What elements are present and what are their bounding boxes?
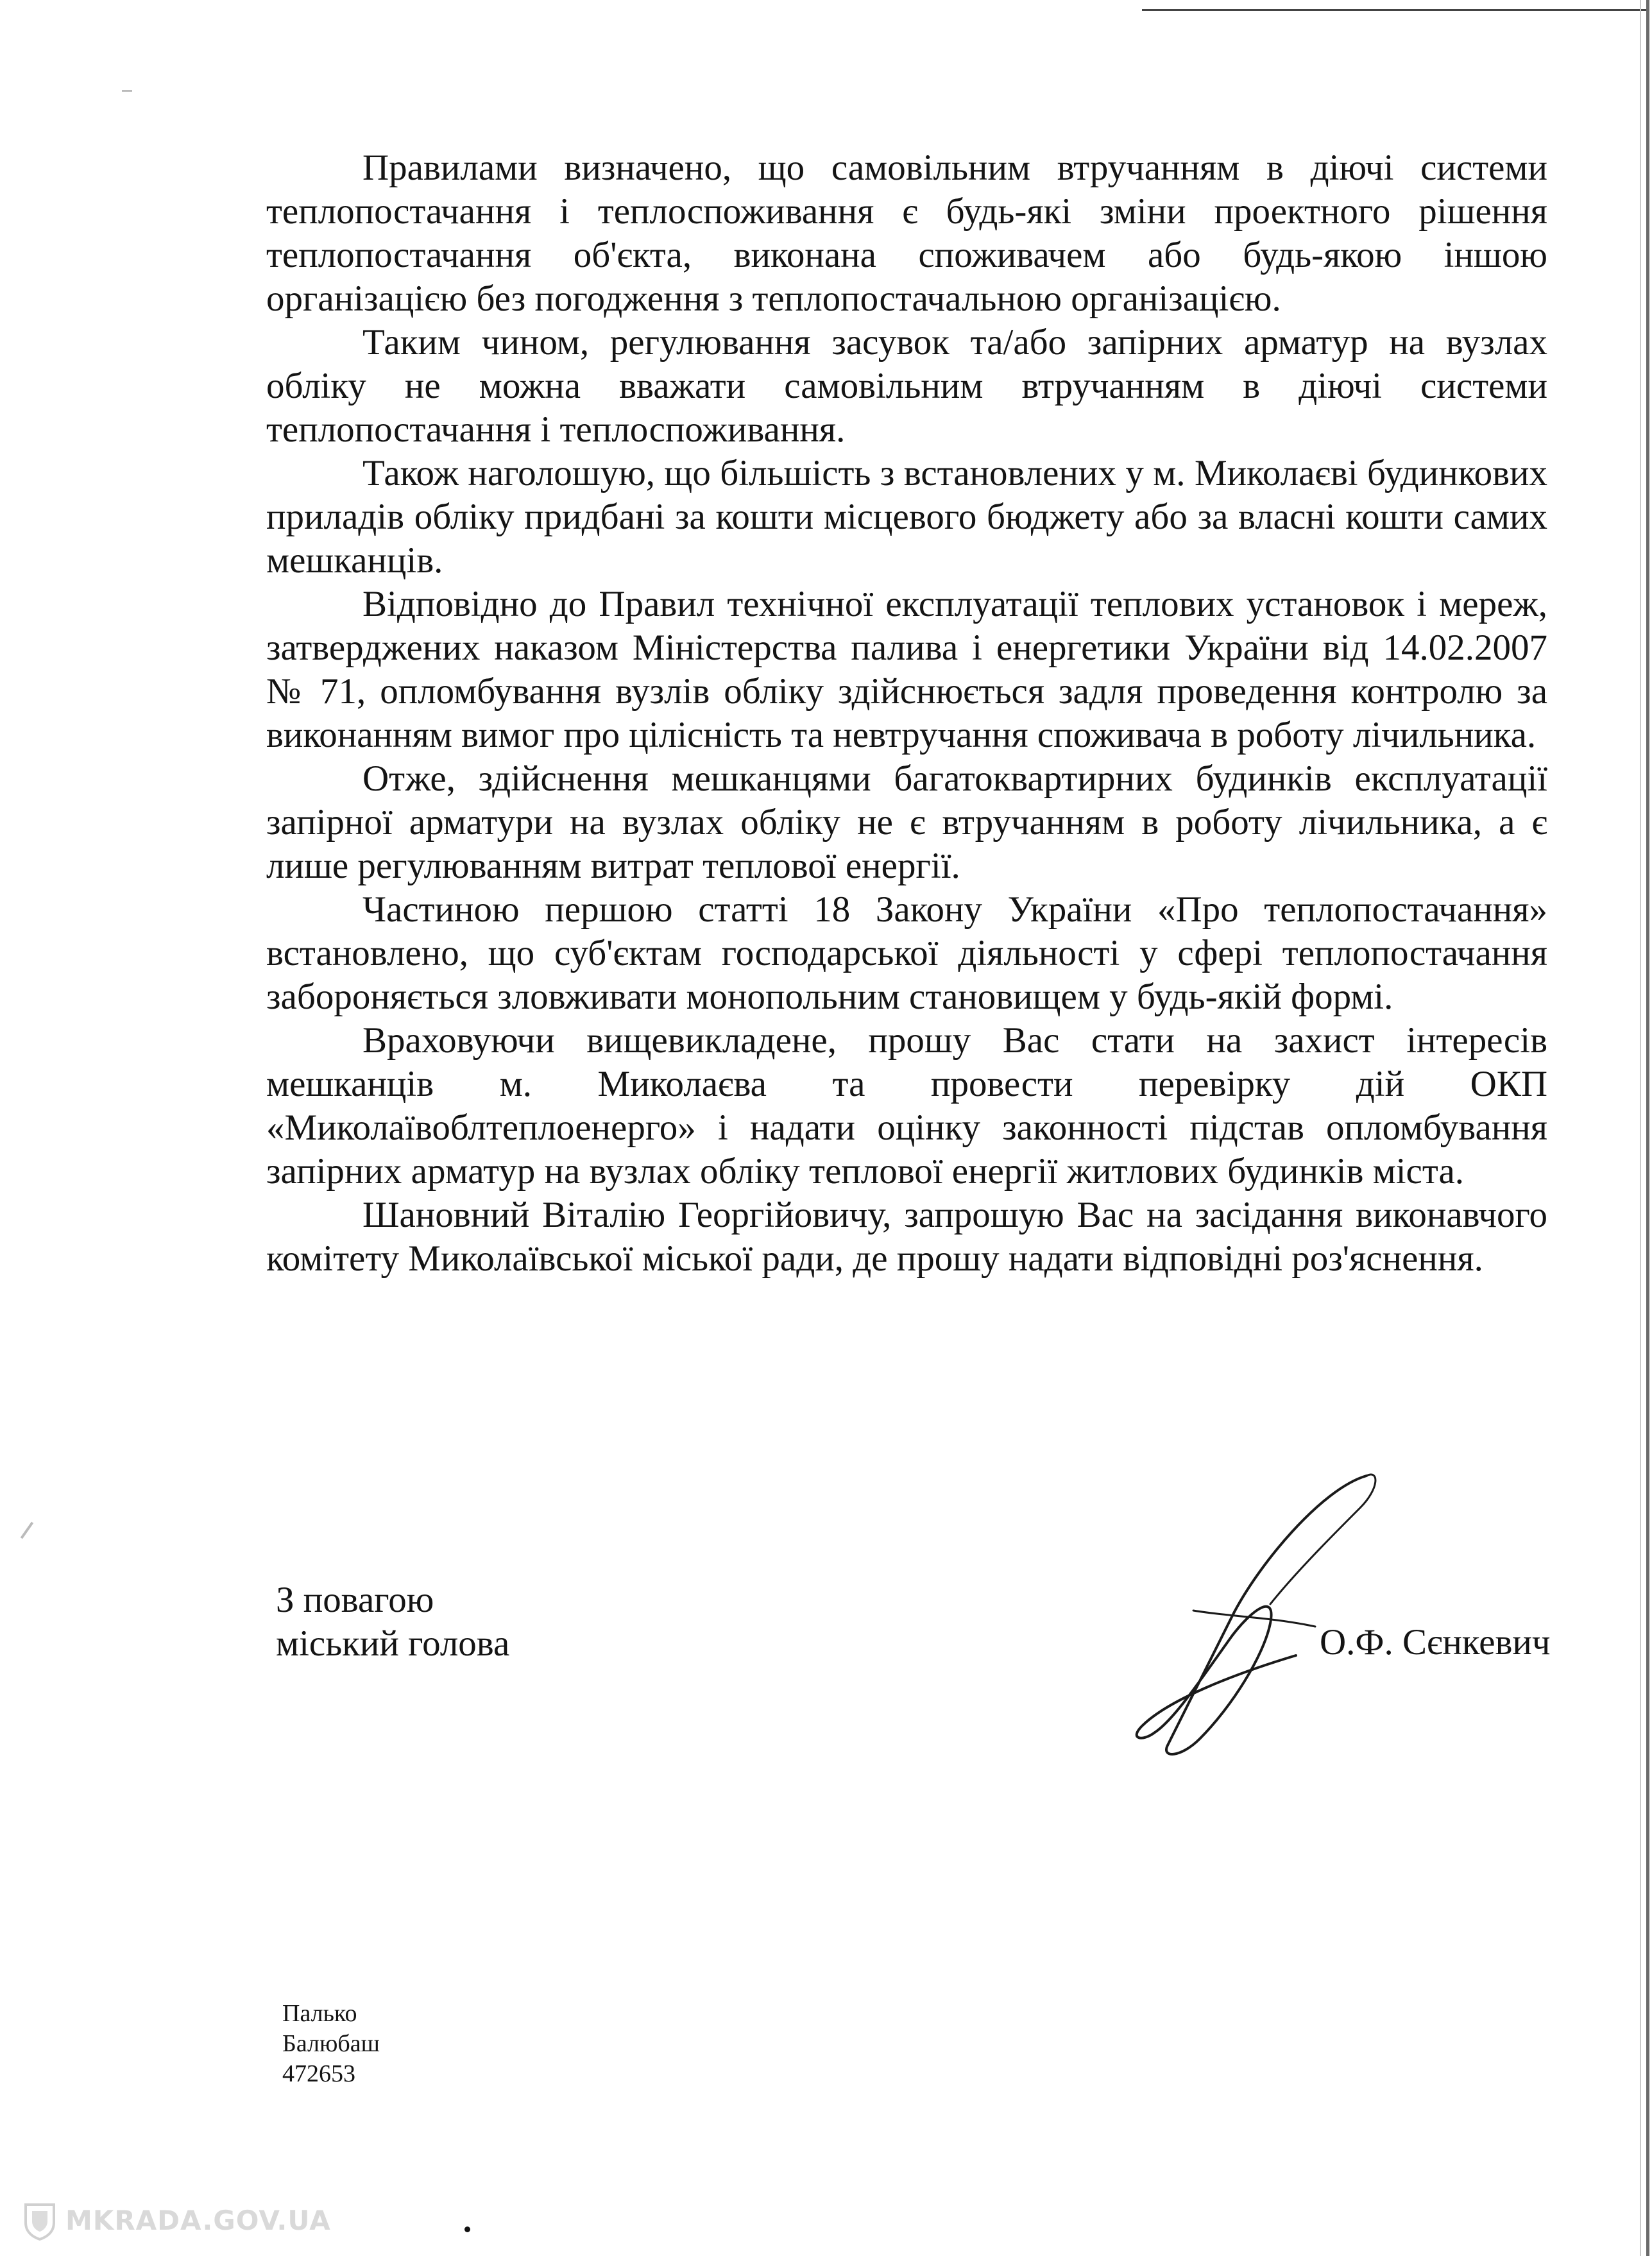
paragraph: Відповідно до Правил технічної експлуатації теплових установок і мереж, затверджених наказом Міністерства палива і енергетики України від 14.02.2007 № 71, опломбування вузлів обліку здійснюється задля проведення контролю за виконанням вимог про цілісність та невтручання споживача в роботу лічильника. [266,584,1547,755]
scan-edge-top [1142,9,1649,11]
closing-position: міський голова [276,1623,510,1664]
scan-speck [21,1522,33,1539]
closing-block [276,1578,509,1666]
handwritten-signature [1103,1463,1386,1765]
paragraph: Враховуючи вищевикладене, прошу Вас стати на захист інтересів мешканців м. Миколаєва та провести перевірку дій ОКП «Миколаївоблтеплоенерго» і надати оцінку законності підстав опломбування запірних арматур на вузлах обліку теплової енергії житлових будинків міста. [266,1020,1547,1192]
paragraph: Отже, здійснення мешканцями багатоквартирних будинків експлуатації запірної арматури на вузлах обліку не є втручанням в роботу лічильника, а є лише регулюванням витрат теплової енергії. [266,758,1547,886]
signer-name: О.Ф. Сєнкевич [1320,1622,1551,1662]
paragraph: Також наголошую, що більшість з встановлених у м. Миколаєві будинкових приладів обліку придбані за кошти місцевого бюджету або за власні кошти самих мешканців. [266,453,1547,581]
scan-edge-right-inner [1640,0,1641,2256]
scan-speck [122,90,132,92]
city-seal-icon [22,2200,58,2241]
paragraph: Частиною першою статті 18 Закону України «Про теплопостачання» встановлено, що суб'єктам господарської діяльності у сфері теплопостачання забороняється зловживати монопольним становищем у будь-якій формі. [266,889,1547,1017]
executor-name: Балюбаш [282,2030,380,2057]
watermark-text: MKRADA.GOV.UA [65,2204,331,2236]
scan-edge-right [1646,0,1649,2256]
site-watermark [22,2200,331,2241]
closing-salutation: З повагою [276,1580,434,1620]
executor-note [282,1999,380,2089]
executor-phone: 472653 [282,2060,355,2087]
ink-dot [464,2226,470,2232]
executor-name: Палько [282,2000,357,2027]
paragraph: Таким чином, регулювання засувок та/або запірних арматур на вузлах обліку не можна вважати самовільним втручанням в діючі системи теплопостачання і теплоспоживання. [266,322,1547,450]
paragraph: Правилами визначено, що самовільним втручанням в діючі системи теплопостачання і теплоспоживання є будь-які зміни проектного рішення теплопостачання об'єкта, виконана споживачем або будь-якою іншою організацією без погодження з теплопостачальною організацією. [266,148,1547,319]
letter-body [266,146,1547,1281]
paragraph: Шановний Віталію Георгійовичу, запрошую Вас на засідання виконавчого комітету Миколаївської міської ради, де прошу надати відповідні роз'яснення. [266,1195,1547,1279]
